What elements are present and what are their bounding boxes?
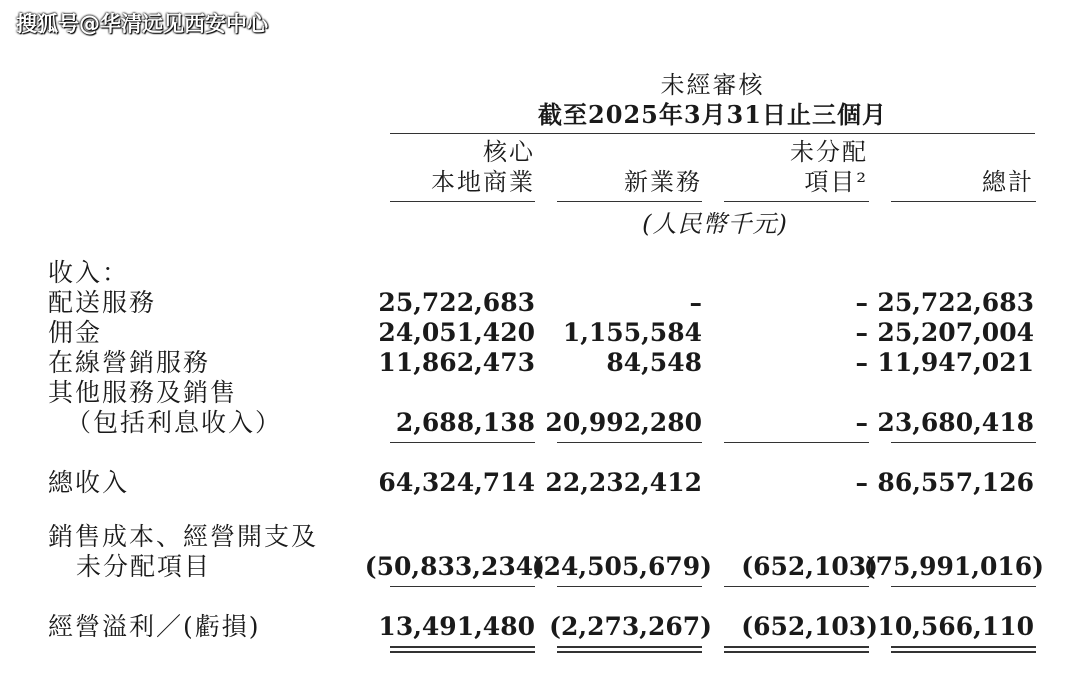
cell-op-profit-unalloc: (652,103)	[741, 612, 878, 641]
cell-delivery-core: 25,722,683	[378, 288, 535, 317]
header-rule	[390, 133, 1035, 134]
watermark: 搜狐号@华清远见西安中心	[16, 12, 268, 36]
cell-marketing-unalloc: –	[855, 348, 868, 377]
cost-rule-1	[390, 586, 535, 587]
cell-marketing-total: 11,947,021	[877, 348, 1034, 377]
cell-delivery-total: 25,722,683	[877, 288, 1034, 317]
row-label-costs-line2: 未分配項目	[76, 552, 212, 581]
row-label-delivery: 配送服務	[48, 288, 157, 317]
cell-commission-new: 1,155,584	[562, 318, 702, 347]
double-rule-1	[390, 646, 535, 653]
cell-delivery-new: –	[689, 288, 702, 317]
revenue-title: 收入：	[48, 258, 130, 287]
unit-label: (人民幣千元)	[642, 210, 788, 238]
col-core-line2: 本地商業	[431, 168, 535, 196]
cell-commission-unalloc: –	[855, 318, 868, 347]
header-unaudited: 未經審核	[660, 71, 765, 99]
cell-total-revenue-core: 64,324,714	[378, 468, 535, 497]
double-rule-4	[891, 646, 1036, 653]
cell-costs-new: (24,505,679)	[531, 552, 712, 581]
cell-marketing-core: 11,862,473	[378, 348, 535, 377]
col-rule-4	[891, 201, 1036, 202]
row-label-costs-line1: 銷售成本、經營開支及	[48, 522, 319, 551]
subtotal-rule-4	[891, 442, 1036, 443]
cell-costs-unalloc: (652,103)	[741, 552, 878, 581]
header-period: 截至2025年3月31日止三個月	[538, 100, 887, 129]
col-new-business: 新業務	[624, 168, 702, 196]
row-label-other-line2: （包括利息收入）	[66, 408, 283, 437]
col-rule-2	[557, 201, 702, 202]
col-unallocated-line2: 項目²	[804, 168, 868, 196]
cell-other-unalloc: –	[855, 408, 868, 437]
row-label-operating-profit: 經營溢利／(虧損)	[48, 612, 261, 641]
double-rule-3	[724, 646, 869, 653]
col-rule-1	[390, 201, 535, 202]
cell-total-revenue-total: 86,557,126	[877, 468, 1034, 497]
cost-rule-4	[891, 586, 1036, 587]
cell-total-revenue-unalloc: –	[855, 468, 868, 497]
subtotal-rule-1	[390, 442, 535, 443]
cell-op-profit-core: 13,491,480	[378, 612, 535, 641]
cell-commission-core: 24,051,420	[378, 318, 535, 347]
row-label-marketing: 在線營銷服務	[48, 348, 211, 377]
cell-op-profit-total: 10,566,110	[877, 612, 1034, 641]
col-unallocated-line1: 未分配	[790, 138, 868, 166]
cell-delivery-unalloc: –	[855, 288, 868, 317]
col-total: 總計	[982, 168, 1034, 196]
cell-costs-total: (75,991,016)	[863, 552, 1044, 581]
subtotal-rule-3	[724, 442, 869, 443]
col-rule-3	[724, 201, 869, 202]
cell-commission-total: 25,207,004	[877, 318, 1034, 347]
cell-other-total: 23,680,418	[877, 408, 1034, 437]
row-label-commission: 佣金	[48, 318, 103, 347]
cell-marketing-new: 84,548	[606, 348, 702, 377]
cost-rule-3	[724, 586, 869, 587]
cell-other-new: 20,992,280	[545, 408, 702, 437]
row-label-total-revenue: 總收入	[48, 468, 130, 497]
cell-other-core: 2,688,138	[395, 408, 535, 437]
cost-rule-2	[557, 586, 702, 587]
cell-op-profit-new: (2,273,267)	[549, 612, 712, 641]
cell-costs-core: (50,833,234)	[364, 552, 545, 581]
double-rule-2	[557, 646, 702, 653]
subtotal-rule-2	[557, 442, 702, 443]
cell-total-revenue-new: 22,232,412	[545, 468, 702, 497]
row-label-other-line1: 其他服務及銷售	[48, 378, 238, 407]
col-core-line1: 核心	[483, 138, 535, 166]
